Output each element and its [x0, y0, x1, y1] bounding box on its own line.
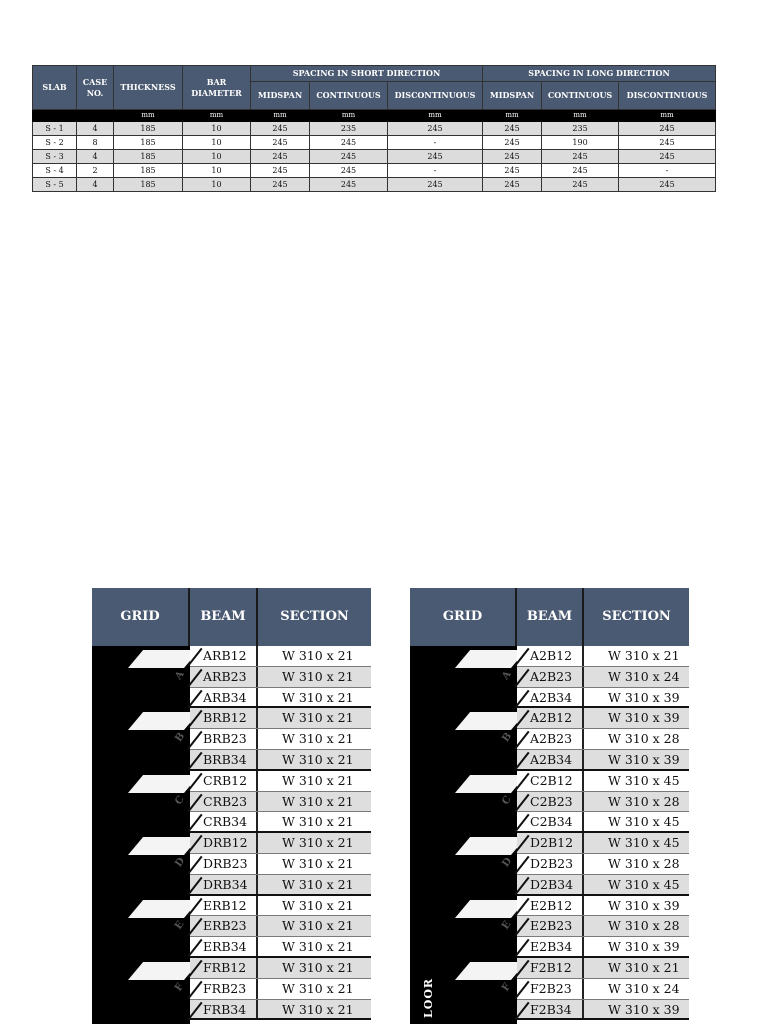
- beam-id: A2B23: [517, 729, 584, 749]
- unit-cell: mm: [114, 110, 183, 122]
- table-row: [33, 178, 716, 192]
- grid-letter: A: [173, 669, 187, 682]
- table-row: [190, 812, 371, 833]
- table-cell: 245: [483, 164, 542, 178]
- header-short-midspan: MIDSPAN: [251, 82, 310, 110]
- header-case-no: CASE NO.: [77, 66, 114, 110]
- beam-id: A2B34: [517, 750, 584, 769]
- beam-rows: [517, 646, 689, 1024]
- table-row: [190, 792, 371, 813]
- beam-id: BRB12: [190, 708, 258, 728]
- beam-section: W 310 x 24: [608, 668, 680, 684]
- table-row: [190, 854, 371, 875]
- beam-id: F2B34: [517, 1000, 584, 1019]
- table-cell: S - 2: [33, 136, 77, 150]
- table-cell: 10: [183, 122, 251, 136]
- table-row: [190, 916, 371, 937]
- table-cell: 245: [483, 136, 542, 150]
- beam-id: ERB12: [190, 896, 258, 916]
- table-cell: 245: [542, 150, 619, 164]
- grid-column: [92, 646, 190, 1024]
- table-cell: 245: [251, 164, 310, 178]
- table-cell: 245: [619, 150, 716, 164]
- table-cell: 245: [251, 136, 310, 150]
- beam-section: W 310 x 21: [282, 710, 354, 726]
- header-slab: SLAB: [33, 66, 77, 110]
- table-cell: -: [388, 164, 483, 178]
- beam-section: W 310 x 21: [282, 980, 354, 996]
- beam-id: F2B23: [517, 979, 584, 999]
- table-row: [190, 937, 371, 958]
- unit-cell: mm: [542, 110, 619, 122]
- table-cell: 245: [542, 178, 619, 192]
- table-row: [517, 771, 689, 792]
- unit-cell: [77, 110, 114, 122]
- beam-section: W 310 x 28: [608, 793, 680, 809]
- beam-section: W 310 x 39: [608, 751, 680, 767]
- table-row: [190, 833, 371, 854]
- beam-id: C2B12: [517, 771, 584, 791]
- beam-section: W 310 x 39: [608, 710, 680, 726]
- table-row: [33, 150, 716, 164]
- beam-id: DRB12: [190, 833, 258, 853]
- table-cell: S - 5: [33, 178, 77, 192]
- beam-id: D2B12: [517, 833, 584, 853]
- table-cell: 185: [114, 122, 183, 136]
- header-bar-diameter: BAR DIAMETER: [183, 66, 251, 110]
- beam-section: W 310 x 21: [282, 897, 354, 913]
- beam-id: A2B23: [517, 667, 584, 687]
- grid-letter: B: [173, 731, 188, 745]
- table-row: [517, 688, 689, 709]
- table-row: [190, 729, 371, 750]
- table-row: [517, 708, 689, 729]
- beam-id: ERB34: [190, 937, 258, 956]
- header-long-discontinuous: DISCONTINUOUS: [619, 82, 716, 110]
- header-thickness: THICKNESS: [114, 66, 183, 110]
- beam-id: CRB23: [190, 792, 258, 812]
- beam-section: W 310 x 21: [282, 814, 354, 830]
- table-row: [517, 1000, 689, 1021]
- unit-cell: mm: [251, 110, 310, 122]
- table-row: [517, 916, 689, 937]
- table-cell: 245: [388, 178, 483, 192]
- beam-section: W 310 x 45: [608, 814, 680, 830]
- grid-letter: C: [173, 793, 187, 807]
- floor-vertical-label: LOOR: [422, 977, 435, 1018]
- table-row: [33, 164, 716, 178]
- table-cell: 245: [483, 178, 542, 192]
- table-cell: 8: [77, 136, 114, 150]
- table-cell: 245: [542, 164, 619, 178]
- table-cell: 185: [114, 178, 183, 192]
- unit-cell: mm: [310, 110, 388, 122]
- grid-letter: F: [500, 981, 514, 994]
- header-beam: BEAM: [190, 588, 258, 646]
- table-cell: 245: [619, 122, 716, 136]
- table-cell: 190: [542, 136, 619, 150]
- header-grid: GRID: [92, 588, 190, 646]
- beam-section: W 310 x 21: [608, 648, 680, 663]
- beam-section: W 310 x 24: [608, 980, 680, 996]
- table-cell: 245: [251, 150, 310, 164]
- table-row: [190, 875, 371, 896]
- beam-id: F2B12: [517, 958, 584, 978]
- table-row: [517, 937, 689, 958]
- beam-id: E2B12: [517, 896, 584, 916]
- table-cell: 10: [183, 150, 251, 164]
- table-cell: 245: [388, 122, 483, 136]
- table-cell: 4: [77, 178, 114, 192]
- beam-section: W 310 x 45: [608, 772, 680, 788]
- beam-section: W 310 x 28: [608, 731, 680, 747]
- beam-section: W 310 x 21: [282, 959, 354, 975]
- table-row: [190, 1000, 371, 1021]
- grid-letter: E: [173, 918, 187, 932]
- table-row: [517, 646, 689, 667]
- table-cell: 185: [114, 164, 183, 178]
- table-cell: 4: [77, 122, 114, 136]
- table-cell: 245: [251, 178, 310, 192]
- header-short-discontinuous: DISCONTINUOUS: [388, 82, 483, 110]
- table-cell: 10: [183, 164, 251, 178]
- table-row: [517, 750, 689, 771]
- table-row: [517, 667, 689, 688]
- beam-id: CRB34: [190, 812, 258, 831]
- unit-cell: mm: [483, 110, 542, 122]
- beam-rows: [190, 646, 371, 1024]
- table-row: [33, 122, 716, 136]
- grid-letter: D: [173, 855, 188, 870]
- table-row: [190, 979, 371, 1000]
- grid-letter: D: [500, 855, 515, 870]
- table-row: [190, 688, 371, 709]
- beam-section: W 310 x 39: [608, 939, 680, 955]
- beam-id: A2B12: [517, 708, 584, 728]
- table-cell: 185: [114, 136, 183, 150]
- beam-id: D2B34: [517, 875, 584, 894]
- beam-id: A2B12: [517, 646, 584, 666]
- grid-column: [410, 646, 517, 1024]
- beam-section: W 310 x 21: [608, 959, 680, 975]
- beam-section: W 310 x 21: [282, 731, 354, 747]
- table-cell: 235: [542, 122, 619, 136]
- table-row: [33, 136, 716, 150]
- table-row: [190, 667, 371, 688]
- beam-id: BRB23: [190, 729, 258, 749]
- beam-id: DRB34: [190, 875, 258, 894]
- beam-schedule-table-2: [410, 588, 689, 1024]
- beam-section: W 310 x 28: [608, 918, 680, 934]
- beam-id: ERB23: [190, 916, 258, 936]
- beam-id: A2B34: [517, 688, 584, 707]
- table-cell: 185: [114, 150, 183, 164]
- beam-id: CRB12: [190, 771, 258, 791]
- table-cell: 245: [310, 164, 388, 178]
- grid-letter: B: [500, 731, 515, 745]
- beam-section: W 310 x 28: [608, 855, 680, 871]
- table-cell: -: [388, 136, 483, 150]
- table-row: [517, 729, 689, 750]
- table-cell: 245: [388, 150, 483, 164]
- table-row: [517, 875, 689, 896]
- table-cell: 10: [183, 136, 251, 150]
- table-cell: 10: [183, 178, 251, 192]
- grid-letter: F: [173, 981, 187, 994]
- beam-id: DRB23: [190, 854, 258, 874]
- table-cell: S - 1: [33, 122, 77, 136]
- slab-reinforcement-table: [32, 65, 716, 192]
- table-cell: 245: [310, 136, 388, 150]
- beam-section: W 310 x 21: [282, 648, 354, 663]
- table-cell: 245: [619, 136, 716, 150]
- table-row: [190, 750, 371, 771]
- header-long-continuous: CONTINUOUS: [542, 82, 619, 110]
- header-beam: BEAM: [517, 588, 584, 646]
- table-row: [190, 646, 371, 667]
- beam-table-header: [92, 588, 371, 646]
- beam-id: E2B34: [517, 937, 584, 956]
- beam-section: W 310 x 21: [282, 751, 354, 767]
- beam-section: W 310 x 21: [282, 689, 354, 705]
- beam-id: ARB34: [190, 688, 258, 707]
- beam-id: E2B23: [517, 916, 584, 936]
- beam-id: FRB12: [190, 958, 258, 978]
- beam-section: W 310 x 45: [608, 876, 680, 892]
- table-row: [190, 771, 371, 792]
- unit-cell: mm: [388, 110, 483, 122]
- table-cell: 245: [310, 150, 388, 164]
- beam-section: W 310 x 21: [282, 939, 354, 955]
- beam-section: W 310 x 39: [608, 1001, 680, 1017]
- table-row: [517, 833, 689, 854]
- beam-section: W 310 x 39: [608, 897, 680, 913]
- table-cell: -: [619, 164, 716, 178]
- beam-id: FRB34: [190, 1000, 258, 1019]
- unit-cell: mm: [183, 110, 251, 122]
- beam-id: BRB34: [190, 750, 258, 769]
- header-section: SECTION: [602, 609, 671, 624]
- beam-section: W 310 x 21: [282, 835, 354, 851]
- header-short-direction: SPACING IN SHORT DIRECTION: [251, 66, 483, 82]
- grid-letter: C: [500, 793, 514, 807]
- table-row: [517, 854, 689, 875]
- beam-section: W 310 x 21: [282, 668, 354, 684]
- header-short-continuous: CONTINUOUS: [310, 82, 388, 110]
- table-row: [517, 979, 689, 1000]
- table-row: [517, 812, 689, 833]
- grid-letter: E: [500, 918, 514, 932]
- unit-cell: [33, 110, 77, 122]
- beam-id: FRB23: [190, 979, 258, 999]
- beam-id: ARB12: [190, 646, 258, 666]
- beam-section: W 310 x 45: [608, 835, 680, 851]
- beam-section: W 310 x 39: [608, 689, 680, 705]
- table-cell: S - 3: [33, 150, 77, 164]
- table-row: [190, 896, 371, 917]
- beam-section: W 310 x 21: [282, 855, 354, 871]
- beam-id: C2B34: [517, 812, 584, 831]
- table-row: [517, 896, 689, 917]
- beam-id: D2B23: [517, 854, 584, 874]
- beam-section: W 310 x 21: [282, 793, 354, 809]
- table-cell: S - 4: [33, 164, 77, 178]
- table-row: [190, 708, 371, 729]
- units-row: [33, 110, 716, 122]
- beam-section: W 310 x 21: [282, 918, 354, 934]
- beam-section: W 310 x 21: [282, 772, 354, 788]
- beam-section: W 310 x 21: [282, 876, 354, 892]
- table-row: [517, 792, 689, 813]
- beam-table-header: [410, 588, 689, 646]
- beam-id: C2B23: [517, 792, 584, 812]
- header-long-midspan: MIDSPAN: [483, 82, 542, 110]
- unit-cell: mm: [619, 110, 716, 122]
- header-section: SECTION: [280, 609, 349, 624]
- table-cell: 245: [251, 122, 310, 136]
- table-cell: 245: [483, 150, 542, 164]
- grid-letter: A: [500, 669, 514, 682]
- header-long-direction: SPACING IN LONG DIRECTION: [483, 66, 716, 82]
- beam-section: W 310 x 21: [282, 1001, 354, 1017]
- table-cell: 245: [483, 122, 542, 136]
- table-cell: 2: [77, 164, 114, 178]
- table-row: [517, 958, 689, 979]
- table-row: [190, 958, 371, 979]
- table-cell: 245: [619, 178, 716, 192]
- beam-schedule-table-1: [92, 588, 371, 1024]
- beam-id: ARB23: [190, 667, 258, 687]
- header-grid: GRID: [410, 588, 517, 646]
- table-cell: 235: [310, 122, 388, 136]
- table-cell: 245: [310, 178, 388, 192]
- table-cell: 4: [77, 150, 114, 164]
